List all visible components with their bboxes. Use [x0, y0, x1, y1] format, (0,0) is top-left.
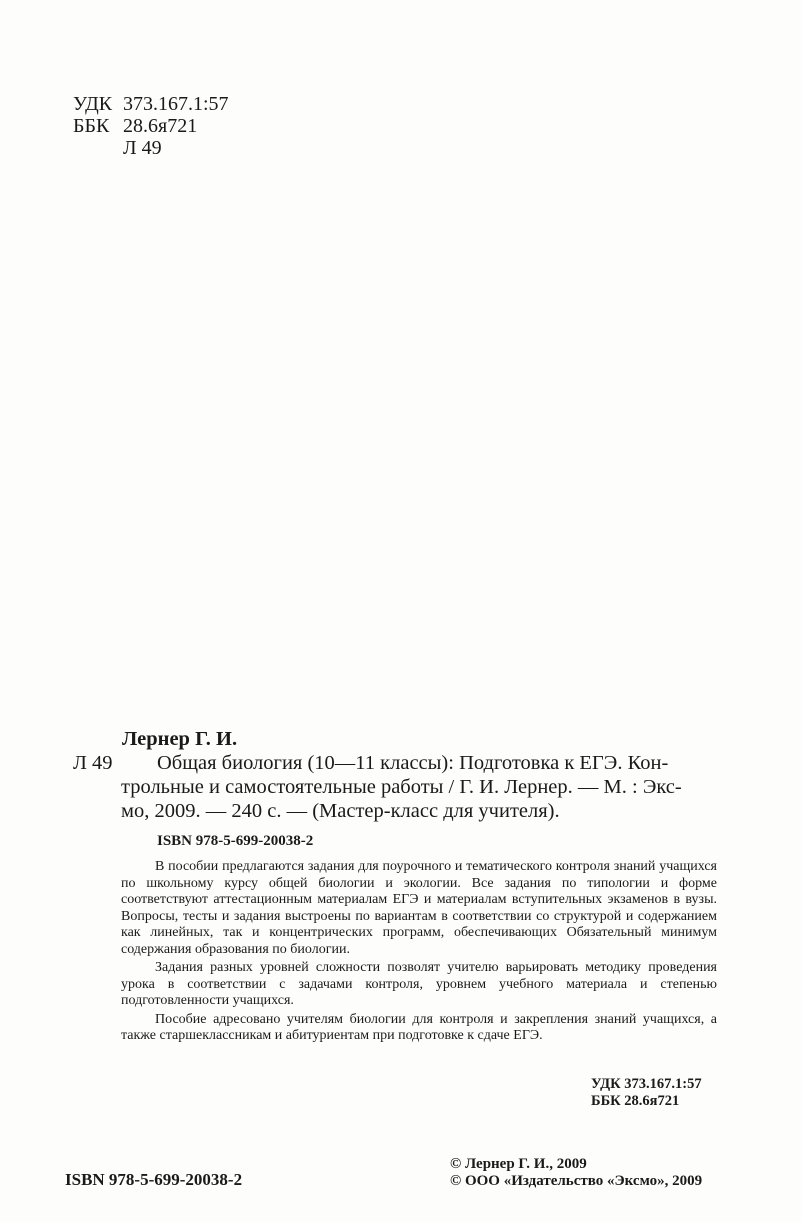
entry-isbn: ISBN 978-5-699-20038-2 — [157, 833, 314, 849]
udk-value: 373.167.1:57 — [123, 93, 229, 115]
bbk-label: ББК — [73, 115, 110, 137]
copyright-publisher: © ООО «Издательство «Эксмо», 2009 — [450, 1173, 703, 1189]
udk-line — [73, 93, 229, 115]
annotation — [121, 859, 717, 1047]
entry-line-3: мо, 2009. — 240 с. — (Мастер-класс для учителя). — [121, 800, 560, 822]
entry-line-1: Общая биология (10—11 классы): Подготовка к ЕГЭ. Кон- — [157, 752, 669, 774]
entry-author: Лернер Г. И. — [122, 728, 238, 750]
copyright-author: © Лернер Г. И., 2009 — [450, 1156, 587, 1172]
footer-isbn: ISBN 978-5-699-20038-2 — [65, 1170, 243, 1189]
entry-mark: Л 49 — [73, 752, 113, 774]
annotation-paragraph: Пособие адресовано учителям биологии для контроля и закрепления знаний учащихся, а также старшеклассникам и абитуриентам при подготовке к сдаче ЕГЭ. — [121, 1011, 717, 1043]
bbk-value: 28.6я721 — [123, 115, 198, 137]
annotation-paragraph: В пособии предлагаются задания для поурочного и тематического контроля знаний учащихся по школьному курсу общей биологии и экологии. Все задания по типологии и форме соответствуют аттестационным материалам ЕГЭ и материалам вступительных экзаменов в вузы. Вопросы, тесты и задания выстроены по вариантам в соответствии со структурой и содержанием как линейных, так и концентрических программ, обеспечивающих Обязательный минимум содержания образования по биологии. — [121, 859, 717, 957]
classification-udk: УДК 373.167.1:57 — [591, 1076, 702, 1092]
author-mark: Л 49 — [123, 137, 162, 159]
annotation-paragraph: Задания разных уровней сложности позволят учителю варьировать методику проведения урока в соответствии с задачами контроля, уровнем учебного материала и степенью подготовленности учащихся. — [121, 960, 717, 1008]
bbk-line — [73, 115, 197, 137]
classification-bbk: ББК 28.6я721 — [591, 1093, 680, 1109]
entry-line-2: трольные и самостоятельные работы / Г. И. Лернер. — М. : Экс- — [121, 776, 682, 798]
udk-label: УДК — [73, 93, 113, 115]
